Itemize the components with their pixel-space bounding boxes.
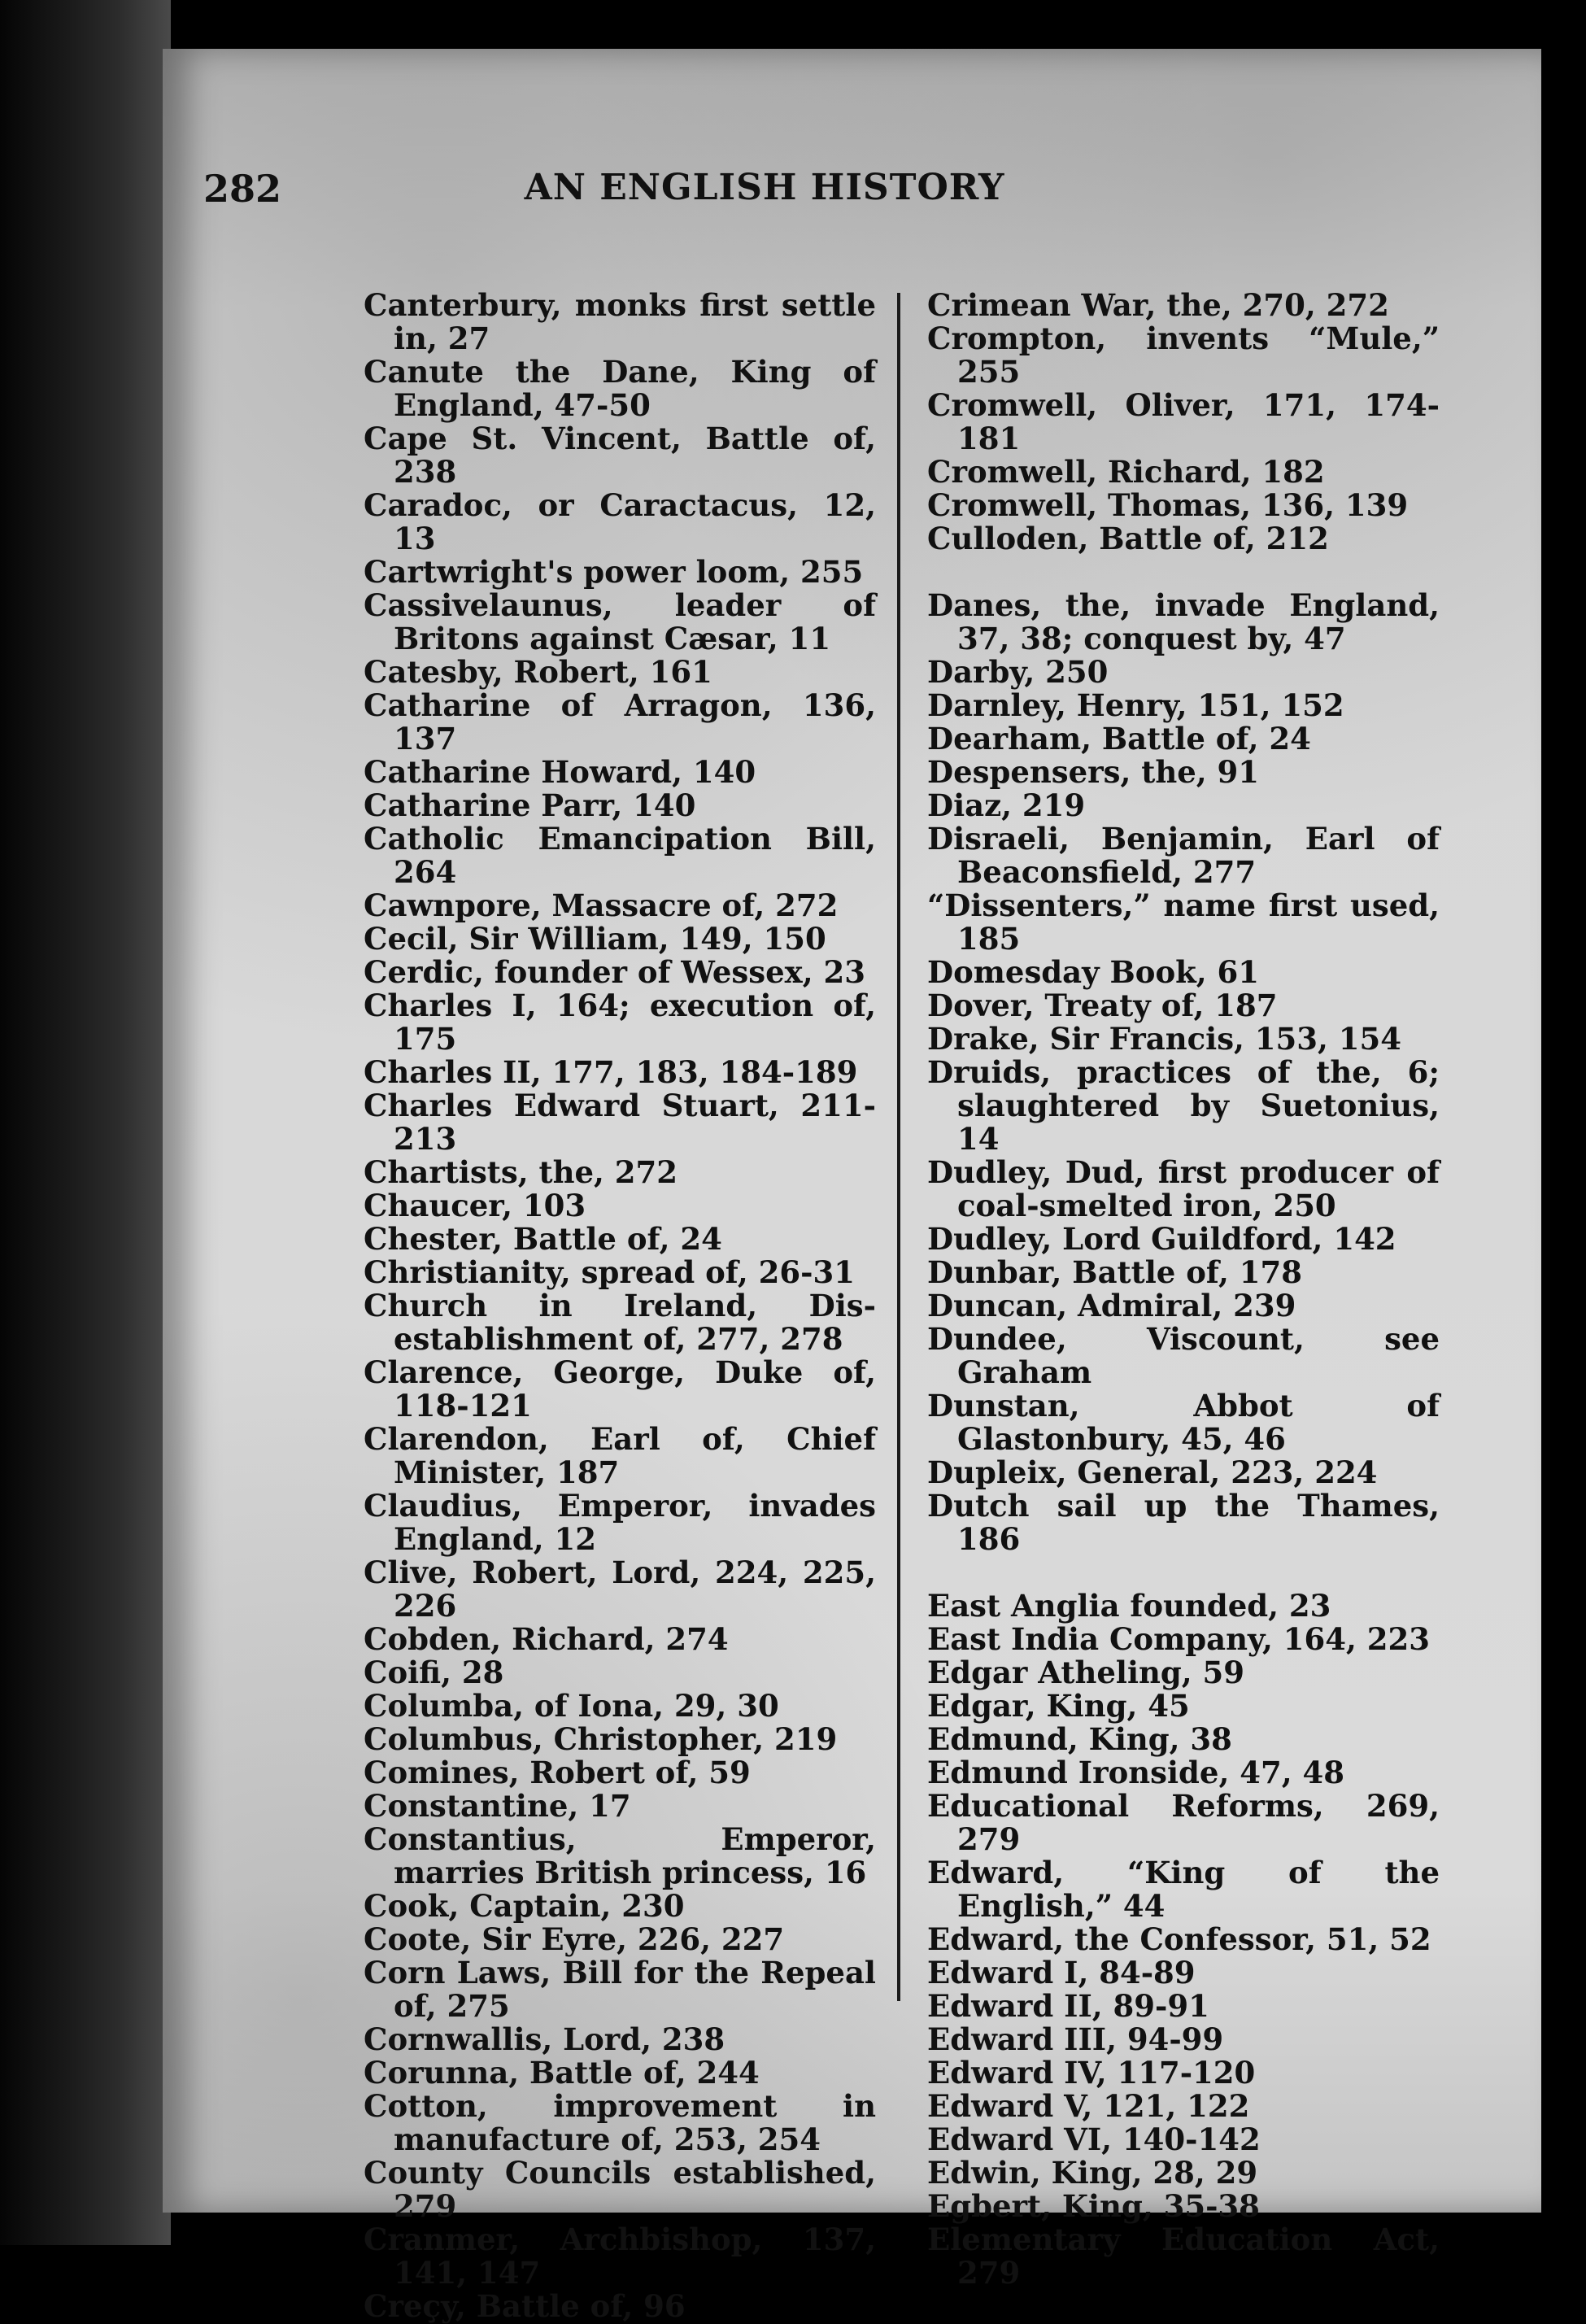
index-entry: Canterbury, monks first settle in, 27 (364, 287, 876, 356)
index-entry: Constantius, Emperor, marries British princess, 16 (364, 1821, 876, 1890)
running-title: AN ENGLISH HISTORY (524, 167, 1005, 208)
index-entry: Edward II, 89-91 (927, 1988, 1209, 2024)
index-entry: Dundee, Viscount, see Graham (927, 1321, 1440, 1390)
index-entry: Corunna, Battle of, 244 (364, 2055, 760, 2091)
index-entry: Cartwright's power loom, 255 (364, 554, 864, 590)
index-entry: Caradoc, or Caractacus, 12, 13 (364, 487, 876, 556)
index-entry: Culloden, Battle of, 212 (927, 521, 1329, 556)
index-entry: Edmund Ironside, 47, 48 (927, 1755, 1344, 1790)
index-entry: Cornwallis, Lord, 238 (364, 2021, 725, 2057)
index-entry: Dearham, Battle of, 24 (927, 721, 1311, 756)
index-entry: Cromwell, Richard, 182 (927, 454, 1325, 490)
index-entry: Catharine Parr, 140 (364, 787, 696, 823)
index-entry: Creçy, Battle of, 96 (364, 2288, 686, 2324)
index-entry: Edward V, 121, 122 (927, 2088, 1250, 2124)
index-entry: Dudley, Lord Guildford, 142 (927, 1221, 1396, 1257)
index-entry: Clive, Robert, Lord, 224, 225, 226 (364, 1554, 876, 1624)
index-entry: Edward, “King of the English,” 44 (927, 1855, 1440, 1924)
index-entry: Elementary Education Act, 279 (927, 2222, 1440, 2291)
index-entry: Christianity, spread of, 26-31 (364, 1254, 855, 1290)
index-entry: Charles Edward Stuart, 211-213 (364, 1088, 876, 1157)
page-header (203, 167, 1326, 232)
index-entry: Catesby, Robert, 161 (364, 654, 712, 690)
index-entry: Darnley, Henry, 151, 152 (927, 687, 1344, 723)
index-entry: Cawnpore, Massacre of, 272 (364, 887, 839, 923)
section-gap (927, 1556, 1440, 1589)
scan-margin-left (0, 0, 171, 2245)
index-entry: Darby, 250 (927, 654, 1109, 690)
index-entry: Charles I, 164; execution of, 175 (364, 988, 876, 1057)
index-entry: Cecil, Sir William, 149, 150 (364, 921, 826, 957)
index-entry: Chartists, the, 272 (364, 1154, 678, 1190)
index-entry: Cobden, Richard, 274 (364, 1621, 729, 1657)
index-entry: Domesday Book, 61 (927, 954, 1260, 990)
index-entry: Edward VI, 140-142 (927, 2121, 1261, 2157)
index-entry: Disraeli, Benjamin, Earl of Beaconsfield, 277 (927, 821, 1440, 890)
index-entry: County Councils established, 279 (364, 2155, 876, 2224)
index-entry: Educational Reforms, 269, 279 (927, 1788, 1440, 1857)
index-entry: Edwin, King, 28, 29 (927, 2155, 1258, 2191)
index-entry: Edward IV, 117-120 (927, 2055, 1256, 2091)
index-entry: Dunstan, Abbot of Glastonbury, 45, 46 (927, 1388, 1440, 1457)
index-entry: Edward III, 94-99 (927, 2021, 1224, 2057)
index-entry: Columbus, Christopher, 219 (364, 1721, 838, 1757)
index-entry: Edgar, King, 45 (927, 1688, 1190, 1724)
index-entry: Charles II, 177, 183, 184-189 (364, 1054, 858, 1090)
index-entry: Chaucer, 103 (364, 1188, 586, 1223)
index-entry: Comines, Robert of, 59 (364, 1755, 751, 1790)
index-entry: Cotton, improvement in manufacture of, 253, 254 (364, 2088, 876, 2157)
index-entry: Cromwell, Oliver, 171, 174-181 (927, 387, 1440, 456)
index-entry: Constantine, 17 (364, 1788, 631, 1824)
index-entry: “Dissenters,” name first used, 185 (927, 887, 1440, 957)
index-entry: Crompton, invents “Mule,” 255 (927, 320, 1440, 390)
index-entry: Cook, Captain, 230 (364, 1888, 685, 1924)
index-entry: Cerdic, founder of Wessex, 23 (364, 954, 865, 990)
index-entry: Catholic Emancipation Bill, 264 (364, 821, 876, 890)
index-entry: Cromwell, Thomas, 136, 139 (927, 487, 1409, 523)
index-entry: Edmund, King, 38 (927, 1721, 1232, 1757)
index-entry: Clarendon, Earl of, Chief Minister, 187 (364, 1421, 876, 1490)
index-entry: Coote, Sir Eyre, 226, 227 (364, 1921, 785, 1957)
index-entry: Catharine of Arragon, 136, 137 (364, 687, 876, 756)
index-entry: Dover, Treaty of, 187 (927, 988, 1278, 1023)
section-gap (927, 556, 1440, 589)
index-entry: Dunbar, Battle of, 178 (927, 1254, 1302, 1290)
index-entry: Cassivelaunus, leader of Britons against Cæsar, 11 (364, 587, 876, 656)
index-entry: Edgar Atheling, 59 (927, 1655, 1245, 1690)
index-entry: Edward, the Confessor, 51, 52 (927, 1921, 1431, 1957)
index-entry: Columba, of Iona, 29, 30 (364, 1688, 779, 1724)
index-column-right (927, 289, 1440, 2290)
page-number: 282 (203, 167, 282, 211)
index-entry: Catharine Howard, 140 (364, 754, 756, 790)
column-divider (897, 293, 900, 2001)
index-entry: Corn Laws, Bill for the Repeal of, 275 (364, 1955, 876, 2024)
index-entry: East India Company, 164, 223 (927, 1621, 1430, 1657)
index-entry: Diaz, 219 (927, 787, 1086, 823)
index-entry: Canute the Dane, King of England, 47-50 (364, 354, 876, 423)
index-entry: Crimean War, the, 270, 272 (927, 287, 1389, 323)
index-entry: Dutch sail up the Thames, 186 (927, 1488, 1440, 1557)
index-entry: Clarence, George, Duke of, 118-121 (364, 1354, 876, 1424)
index-column-left (364, 289, 876, 2323)
index-entry: Church in Ireland, Dis-establishment of, 277, 278 (364, 1288, 876, 1357)
index-entry: Dupleix, General, 223, 224 (927, 1454, 1378, 1490)
index-entry: Drake, Sir Francis, 153, 154 (927, 1021, 1402, 1057)
index-entry: Claudius, Emperor, invades England, 12 (364, 1488, 876, 1557)
scan-margin-right (1541, 0, 1586, 2245)
index-entry: Egbert, King, 35-38 (927, 2188, 1260, 2224)
index-entry: Chester, Battle of, 24 (364, 1221, 722, 1257)
index-entry: Danes, the, invade England, 37, 38; conquest by, 47 (927, 587, 1440, 656)
index-entry: Dudley, Dud, first producer of coal-smelted iron, 250 (927, 1154, 1440, 1223)
index-entry: East Anglia founded, 23 (927, 1588, 1331, 1624)
index-entry: Duncan, Admiral, 239 (927, 1288, 1296, 1323)
index-entry: Cape St. Vincent, Battle of, 238 (364, 421, 876, 490)
index-entry: Edward I, 84-89 (927, 1955, 1196, 1990)
index-entry: Despensers, the, 91 (927, 754, 1260, 790)
index-entry: Cranmer, Archbishop, 137, 141, 147 (364, 2222, 876, 2291)
index-entry: Druids, practices of the, 6; slaughtered by Suetonius, 14 (927, 1054, 1440, 1157)
index-entry: Coifi, 28 (364, 1655, 504, 1690)
